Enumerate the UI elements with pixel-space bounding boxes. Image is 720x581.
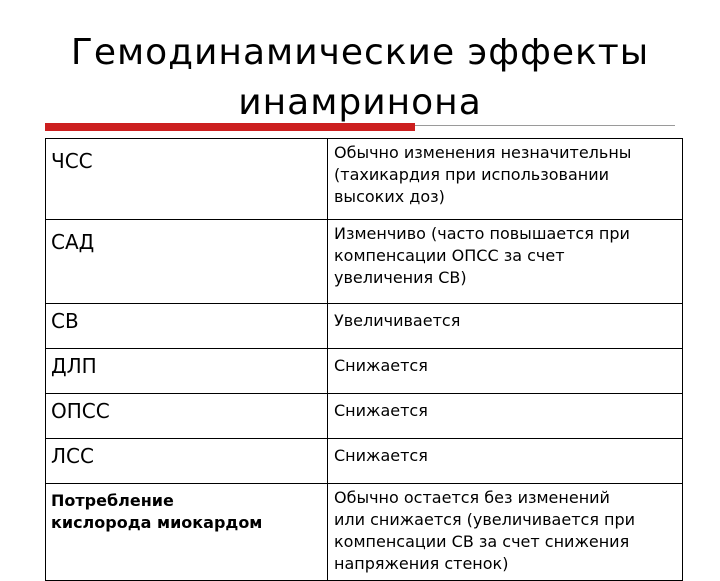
effect-cell — [328, 139, 683, 220]
parameter-cell: ОПСС — [46, 394, 328, 439]
table-row — [46, 484, 683, 581]
parameter-cell: САД — [46, 220, 328, 304]
parameter-text-line: Потребление — [51, 491, 174, 510]
effect-text-line: или снижается (увеличивается при — [334, 510, 636, 529]
effect-cell — [328, 439, 683, 484]
effect-text-line: Обычно изменения незначительны — [334, 143, 632, 162]
parameter-cell: ЧСС — [46, 139, 328, 220]
effect-text-line: Снижается — [334, 401, 428, 420]
effect-cell — [328, 349, 683, 394]
effect-text-line: Увеличивается — [334, 311, 461, 330]
effect-cell — [328, 394, 683, 439]
slide-title-line-1: Гемодинамические эффекты — [70, 32, 650, 73]
parameter-cell: СВ — [46, 304, 328, 349]
table-row — [46, 139, 683, 220]
parameter-cell — [46, 484, 328, 581]
slide-title — [40, 28, 680, 128]
table-row — [46, 304, 683, 349]
effect-text-line: увеличения СВ) — [334, 268, 467, 287]
effect-text-line: Снижается — [334, 356, 428, 375]
table-row — [46, 220, 683, 304]
title-accent-bar — [45, 123, 415, 131]
effect-cell — [328, 220, 683, 304]
parameter-cell: ЛСС — [46, 439, 328, 484]
effect-text-line: компенсации ОПСС за счет — [334, 246, 565, 265]
table-row — [46, 439, 683, 484]
effect-cell — [328, 304, 683, 349]
effect-text-line: (тахикардия при использовании — [334, 165, 610, 184]
slide-title-line-2: инамринона — [238, 82, 482, 123]
parameter-cell: ДЛП — [46, 349, 328, 394]
effect-text-line: Обычно остается без изменений — [334, 488, 610, 507]
parameter-text-line: кислорода миокардом — [51, 513, 263, 532]
effect-text-line: компенсации СВ за счет снижения — [334, 532, 630, 551]
effect-cell — [328, 484, 683, 581]
effect-text-line: высоких доз) — [334, 187, 445, 206]
effect-text-line: Снижается — [334, 446, 428, 465]
table-row — [46, 349, 683, 394]
effect-text-line: напряжения стенок) — [334, 554, 509, 573]
table-row — [46, 394, 683, 439]
effect-text-line: Изменчиво (часто повышается при — [334, 224, 630, 243]
hemodynamic-effects-table — [45, 138, 683, 581]
